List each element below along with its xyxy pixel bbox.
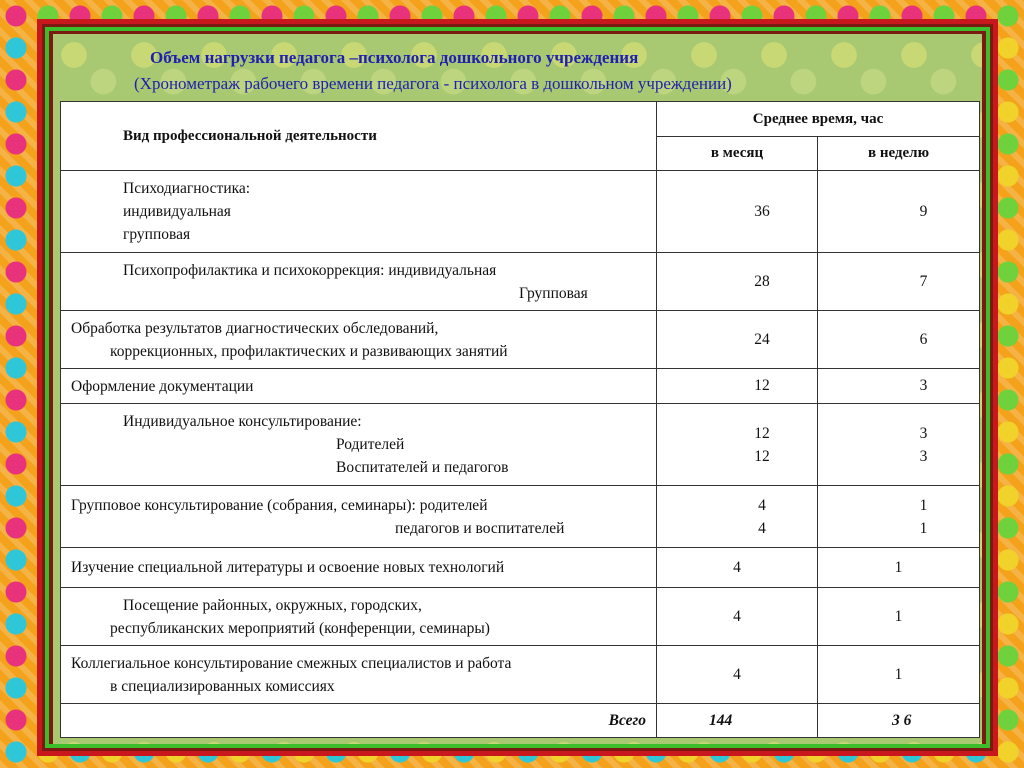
month-value: 24 (657, 311, 818, 369)
activity-line: Групповое консультирование (собрания, семинары): родителей (71, 496, 488, 514)
workload-table (60, 101, 980, 738)
table-row (61, 311, 980, 369)
month-value: 12 (754, 447, 770, 465)
activity-line: Родителей (336, 436, 405, 453)
table-row (61, 486, 980, 548)
activity-line: Изучение специальной литературы и освоение новых технологий (71, 559, 505, 576)
week-value: 1 (919, 496, 928, 514)
activity-line: групповая (123, 226, 191, 243)
activity-line: республиканских мероприятий (конференции, семинары) (110, 619, 490, 637)
month-value: 28 (657, 253, 818, 311)
activity-line: Индивидуальное консультирование: (123, 413, 362, 430)
week-value: 3 (818, 369, 980, 404)
activity-cell (61, 646, 657, 704)
activity-line: Обработка результатов диагностических обследований, (71, 319, 439, 337)
week-value: 1 (818, 548, 980, 588)
activity-line: Психодиагностика: (123, 180, 251, 197)
table-row (61, 171, 980, 253)
activity-line: педагогов и воспитателей (395, 519, 565, 537)
week-value: 3 (919, 447, 928, 465)
total-month: 144 (657, 704, 818, 738)
month-value: 4 (657, 646, 818, 704)
total-week: 3 6 (818, 704, 980, 738)
month-value: 12 (657, 369, 818, 404)
week-value: 3 (919, 424, 928, 442)
activity-line: Оформление документации (71, 377, 254, 395)
activity-line: Коллегиальное консультирование смежных специалистов и работа (71, 654, 512, 672)
week-value-cell (818, 486, 980, 548)
month-value-cell (657, 486, 818, 548)
activity-cell (61, 548, 657, 588)
month-value: 4 (758, 519, 766, 537)
table-row (61, 548, 980, 588)
month-value-cell (657, 404, 818, 486)
month-value: 12 (754, 424, 770, 442)
table-row (61, 369, 980, 404)
table-row (61, 646, 980, 704)
total-label: Всего (61, 704, 657, 738)
activity-line: Психопрофилактика и психокоррекция: индивидуальная (123, 261, 497, 279)
activity-cell (61, 404, 657, 486)
month-value: 4 (657, 548, 818, 588)
activity-cell (61, 253, 657, 311)
activity-cell (61, 369, 657, 404)
week-value: 9 (818, 171, 980, 253)
table-row (61, 588, 980, 646)
header-month: в месяц (657, 137, 818, 171)
table-row (61, 253, 980, 311)
month-value: 4 (758, 496, 766, 514)
activity-line: Посещение районных, окружных, городских, (123, 596, 422, 614)
slide-title: Объем нагрузки педагога –психолога дошкольного учреждения (150, 48, 639, 67)
activity-line: коррекционных, профилактических и развивающих занятий (110, 342, 508, 360)
activity-line: Групповая (519, 284, 588, 302)
week-value: 7 (818, 253, 980, 311)
week-value-cell (818, 404, 980, 486)
activity-line: Воспитателей и педагогов (336, 459, 509, 476)
total-row (61, 704, 980, 738)
header-avg-time: Среднее время, час (657, 102, 980, 137)
month-value: 36 (657, 171, 818, 253)
activity-cell (61, 171, 657, 253)
month-value: 4 (657, 588, 818, 646)
activity-cell (61, 311, 657, 369)
week-value: 1 (818, 646, 980, 704)
activity-cell (61, 486, 657, 548)
activity-line: индивидуальная (123, 203, 231, 220)
week-value: 1 (818, 588, 980, 646)
activity-cell (61, 588, 657, 646)
activity-line: в специализированных комиссиях (110, 677, 335, 695)
slide-subtitle: (Хронометраж рабочего времени педагога - психолога в дошкольном учреждении) (134, 74, 732, 93)
header-activity: Вид профессиональной деятельности (61, 102, 657, 171)
header-week: в неделю (818, 137, 980, 171)
table-row (61, 404, 980, 486)
week-value: 6 (818, 311, 980, 369)
week-value: 1 (919, 519, 928, 537)
